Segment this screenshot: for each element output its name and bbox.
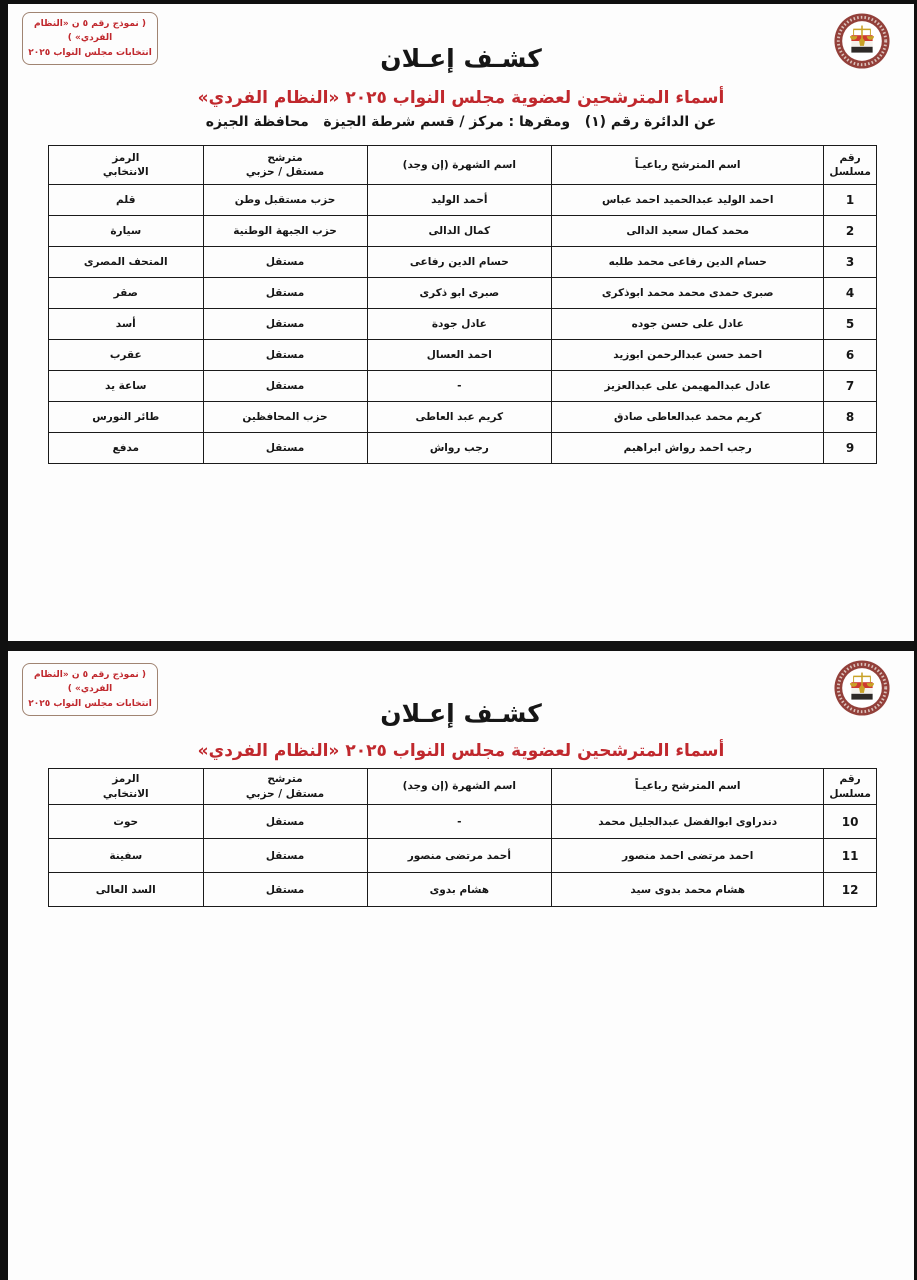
form-election-line: انتخابات مجلس النواب ٢٠٢٥ — [28, 698, 152, 709]
page-title: كشـف إعـلان — [380, 44, 542, 73]
cell-serial-number: 3 — [824, 247, 877, 278]
cell-serial-number: 4 — [824, 278, 877, 309]
header-affiliation: مترشح مستقل / حزبي — [203, 769, 367, 805]
page-2 — [8, 651, 914, 1280]
cell-serial-number: 1 — [824, 185, 877, 216]
cell-affiliation: مستقل — [203, 309, 367, 340]
cell-candidate-name: رجب احمد رواش ابراهيم — [552, 433, 824, 464]
cell-affiliation: مستقل — [203, 278, 367, 309]
cell-affiliation: مستقل — [203, 340, 367, 371]
page-separator — [8, 641, 914, 651]
cell-electoral-symbol: سفينة — [49, 839, 204, 873]
cell-candidate-name: عادل على حسن جوده — [552, 309, 824, 340]
cell-affiliation: حزب المحافظين — [203, 402, 367, 433]
header-serial: رقم مسلسل — [824, 146, 877, 185]
table-row — [49, 340, 877, 371]
table-body — [49, 805, 877, 907]
cell-candidate-name: حسام الدين رفاعى محمد طلبه — [552, 247, 824, 278]
cell-candidate-name: هشام محمد بدوى سيد — [552, 873, 824, 907]
cell-known-as-name: أحمد الوليد — [367, 185, 552, 216]
cell-candidate-name: كريم محمد عبدالعاطى صادق — [552, 402, 824, 433]
cell-candidate-name: احمد مرتضى احمد منصور — [552, 839, 824, 873]
table-header — [49, 146, 877, 185]
cell-affiliation: مستقل — [203, 873, 367, 907]
candidates-table — [48, 768, 877, 907]
cell-serial-number: 7 — [824, 371, 877, 402]
table-row — [49, 309, 877, 340]
candidates-table — [48, 145, 877, 464]
cell-affiliation: مستقل — [203, 839, 367, 873]
cell-electoral-symbol: مدفع — [49, 433, 204, 464]
cell-serial-number: 2 — [824, 216, 877, 247]
header-affiliation: مترشح مستقل / حزبي — [203, 146, 367, 185]
header-electoral-symbol: الرمز الانتخابي — [49, 146, 204, 185]
cell-known-as-name: كريم عبد العاطى — [367, 402, 552, 433]
cell-candidate-name: احمد حسن عبدالرحمن ابوزيد — [552, 340, 824, 371]
cell-candidate-name: صبرى حمدى محمد محمد ابوذكرى — [552, 278, 824, 309]
cell-electoral-symbol: ساعة يد — [49, 371, 204, 402]
page-subtitle: أسماء المترشحين لعضوية مجلس النواب ٢٠٢٥ «النظام الفردي» — [197, 741, 725, 761]
cell-candidate-name: دندراوى ابوالفضل عبدالجليل محمد — [552, 805, 824, 839]
cell-electoral-symbol: حوت — [49, 805, 204, 839]
header-known-as: اسم الشهرة (إن وجد) — [367, 146, 552, 185]
cell-electoral-symbol: قلم — [49, 185, 204, 216]
district-line: عن الدائرة رقم (١) ومقرها : مركز / قسم شرطة الجيزة محافظة الجيزه — [205, 114, 717, 130]
cell-affiliation: حزب مستقبل وطن — [203, 185, 367, 216]
cell-candidate-name: عادل عبدالمهيمن على عبدالعزيز — [552, 371, 824, 402]
header-candidate-name: اسم المترشح رباعيـاً — [552, 146, 824, 185]
cell-candidate-name: احمد الوليد عبدالحميد احمد عباس — [552, 185, 824, 216]
table-row — [49, 185, 877, 216]
cell-affiliation: مستقل — [203, 371, 367, 402]
cell-serial-number: 9 — [824, 433, 877, 464]
cell-serial-number: 5 — [824, 309, 877, 340]
table-header — [49, 769, 877, 805]
cell-known-as-name: هشام بدوى — [367, 873, 552, 907]
table-row — [49, 216, 877, 247]
table-row — [49, 433, 877, 464]
table-row — [49, 247, 877, 278]
cell-serial-number: 8 — [824, 402, 877, 433]
cell-affiliation: مستقل — [203, 805, 367, 839]
header-candidate-name: اسم المترشح رباعيـاً — [552, 769, 824, 805]
cell-serial-number: 11 — [824, 839, 877, 873]
page-1 — [8, 4, 914, 641]
form-election-line: انتخابات مجلس النواب ٢٠٢٥ — [28, 47, 152, 58]
candidates-table-page-1 — [48, 145, 877, 464]
cell-electoral-symbol: عقرب — [49, 340, 204, 371]
header-row — [49, 146, 877, 185]
header-serial: رقم مسلسل — [824, 769, 877, 805]
page-title: كشـف إعـلان — [380, 699, 542, 728]
candidates-table-page-2 — [48, 768, 877, 907]
cell-electoral-symbol: أسد — [49, 309, 204, 340]
cell-known-as-name: رجب رواش — [367, 433, 552, 464]
cell-electoral-symbol: السد العالى — [49, 873, 204, 907]
form-number-line: ( نموذج رقم ٥ ن «النظام الفردي» ) — [34, 670, 146, 695]
cell-known-as-name: كمال الدالى — [367, 216, 552, 247]
table-row — [49, 371, 877, 402]
cell-known-as-name: احمد العسال — [367, 340, 552, 371]
table-row — [49, 278, 877, 309]
table-body — [49, 185, 877, 464]
cell-known-as-name: صبرى ابو ذكرى — [367, 278, 552, 309]
cell-known-as-name: حسام الدين رفاعى — [367, 247, 552, 278]
cell-electoral-symbol: المتحف المصرى — [49, 247, 204, 278]
table-row — [49, 873, 877, 907]
cell-serial-number: 6 — [824, 340, 877, 371]
header-electoral-symbol: الرمز الانتخابي — [49, 769, 204, 805]
cell-electoral-symbol: صقر — [49, 278, 204, 309]
cell-known-as-name: عادل جودة — [367, 309, 552, 340]
form-number-line: ( نموذج رقم ٥ ن «النظام الفردي» ) — [34, 19, 146, 44]
cell-affiliation: حزب الجبهة الوطنية — [203, 216, 367, 247]
cell-affiliation: مستقل — [203, 433, 367, 464]
cell-electoral-symbol: سيارة — [49, 216, 204, 247]
table-row — [49, 805, 877, 839]
cell-serial-number: 10 — [824, 805, 877, 839]
cell-known-as-name: - — [367, 805, 552, 839]
table-row — [49, 402, 877, 433]
cell-electoral-symbol: طائر النورس — [49, 402, 204, 433]
header-row — [49, 769, 877, 805]
cell-serial-number: 12 — [824, 873, 877, 907]
page-subtitle: أسماء المترشحين لعضوية مجلس النواب ٢٠٢٥ «النظام الفردي» — [197, 88, 725, 108]
cell-affiliation: مستقل — [203, 247, 367, 278]
cell-known-as-name: أحمد مرتضى منصور — [367, 839, 552, 873]
header-known-as: اسم الشهرة (إن وجد) — [367, 769, 552, 805]
table-row — [49, 839, 877, 873]
cell-known-as-name: - — [367, 371, 552, 402]
cell-candidate-name: محمد كمال سعيد الدالى — [552, 216, 824, 247]
